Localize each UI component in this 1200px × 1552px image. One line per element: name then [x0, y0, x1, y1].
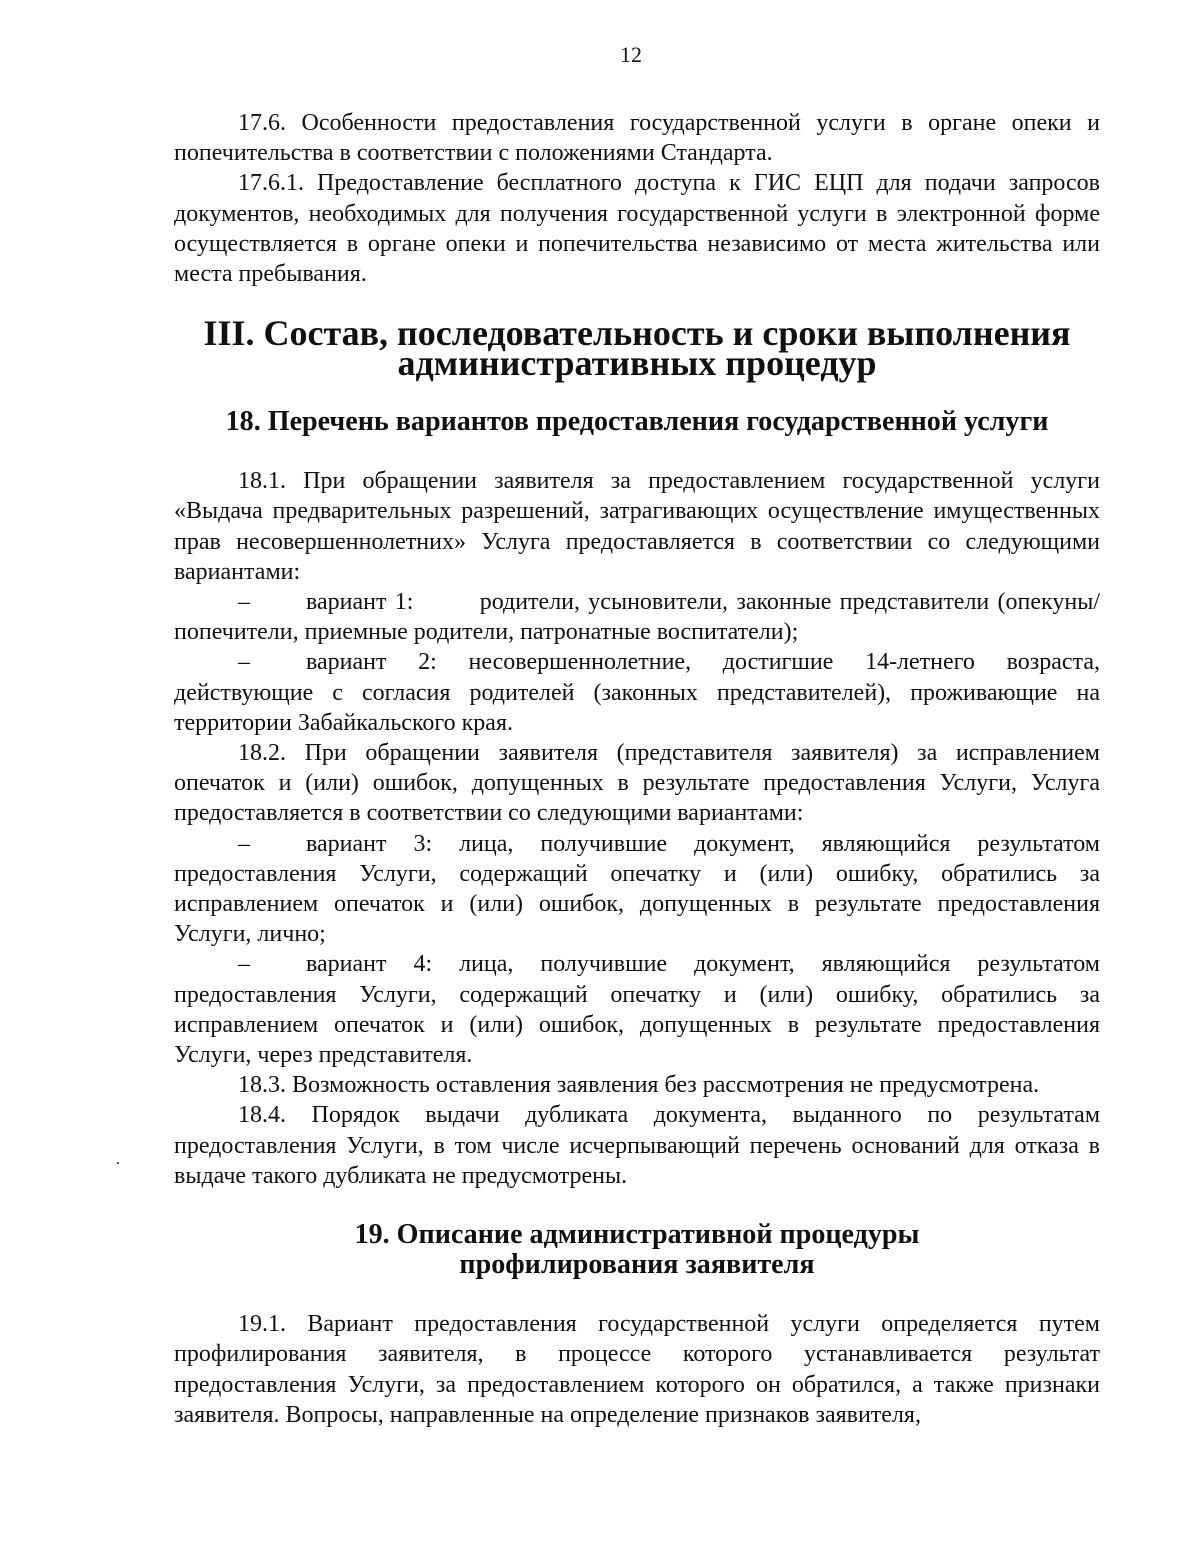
document-body: [174, 108, 1100, 1430]
variant-3-item: [174, 829, 1100, 950]
heading-18: 18. Перечень вариантов предоставления государственной услуги: [225, 406, 1049, 438]
paragraph-17-6-1: 17.6.1. Предоставление бесплатного доступа к ГИС ЕЦП для подачи запросов документов, необходимых для получения государственной услуги в электронной форме осуществляется в органе опеки и попечительства независимо от места жительства или места пребывания.: [174, 170, 1100, 288]
heading-section-III: [174, 313, 1100, 384]
paragraph-18-4: 18.4. Порядок выдачи дубликата документа, выданного по результатам предоставления Услуги, в том числе исчерпывающий перечень оснований для отказа в выдаче такого дубликата не предусмотрены.: [174, 1102, 1100, 1189]
dash-marker: –: [238, 589, 250, 616]
dash-marker: –: [238, 951, 250, 978]
paragraph-18-1: 18.1. При обращении заявителя за предоставлением государственной услуги «Выдача предварительных разрешений, затрагивающих осуществление имущественных прав несовершеннолетних» Услуга предоставляется в соответствии со следующими вариантами:: [174, 468, 1100, 585]
paragraph-19-1: 19.1. Вариант предоставления государственной услуги определяется путем профилирования заявителя, в процессе которого устанавливается результат предоставления Услуги, за предоставлением которого он обратился, а также признаки заявителя. Вопросы, направленные на определение признаков заявителя,: [174, 1311, 1100, 1428]
paragraph-18-2: 18.2. При обращении заявителя (представителя заявителя) за исправлением опечаток и (или) ошибок, допущенных в результате предоставления Услуги, Услуга предоставляется в соответствии со следующими вариантами:: [174, 740, 1100, 827]
dash-marker: –: [238, 830, 250, 857]
paragraph-18-3: 18.3. Возможность оставления заявления без рассмотрения не предусмотрена.: [238, 1072, 1040, 1099]
scan-speck: [117, 1162, 119, 1164]
page-number: 12: [620, 42, 642, 67]
variant-2-item: [174, 647, 1100, 738]
paragraph-17-6: 17.6. Особенности предоставления государственной услуги в органе опеки и попечительства в соответствии с положениями Стандарта.: [174, 110, 1100, 167]
variant-1-item: [174, 587, 1100, 647]
heading-19-line1: 19. Описание административной процедуры: [354, 1219, 920, 1251]
heading-19: [174, 1220, 1100, 1280]
heading-19-line2: профилирования заявителя: [459, 1249, 815, 1281]
variant-2-text: вариант 2: несовершеннолетние, достигшие 14-летнего возраста, действующие с согласия родителей (законных представителей), проживающие на территории Забайкальского края.: [174, 649, 1100, 736]
heading-section-III-line2: административных процедур: [397, 343, 877, 384]
dash-marker: –: [238, 649, 250, 676]
heading-section-III-line1: III. Состав, последовательность и сроки выполнения: [203, 313, 1071, 354]
variant-4-text: вариант 4: лица, получившие документ, являющийся результатом предоставления Услуги, содержащий опечатку и (или) ошибку, обратились за исправлением опечаток и (или) ошибок, допущенных в результате предоставления Услуги, через представителя.: [174, 951, 1100, 1069]
variant-4-item: [174, 949, 1100, 1070]
variant-3-text: вариант 3: лица, получившие документ, являющийся результатом предоставления Услуги, содержащий опечатку и (или) ошибку, обратились за исправлением опечаток и (или) ошибок, допущенных в результате предоставления Услуги, лично;: [174, 830, 1100, 948]
variant-1-text: вариант 1: родители, усыновители, законные представители (опекуны/попечители, приемные родители, патронатные воспитатели);: [174, 589, 1100, 646]
